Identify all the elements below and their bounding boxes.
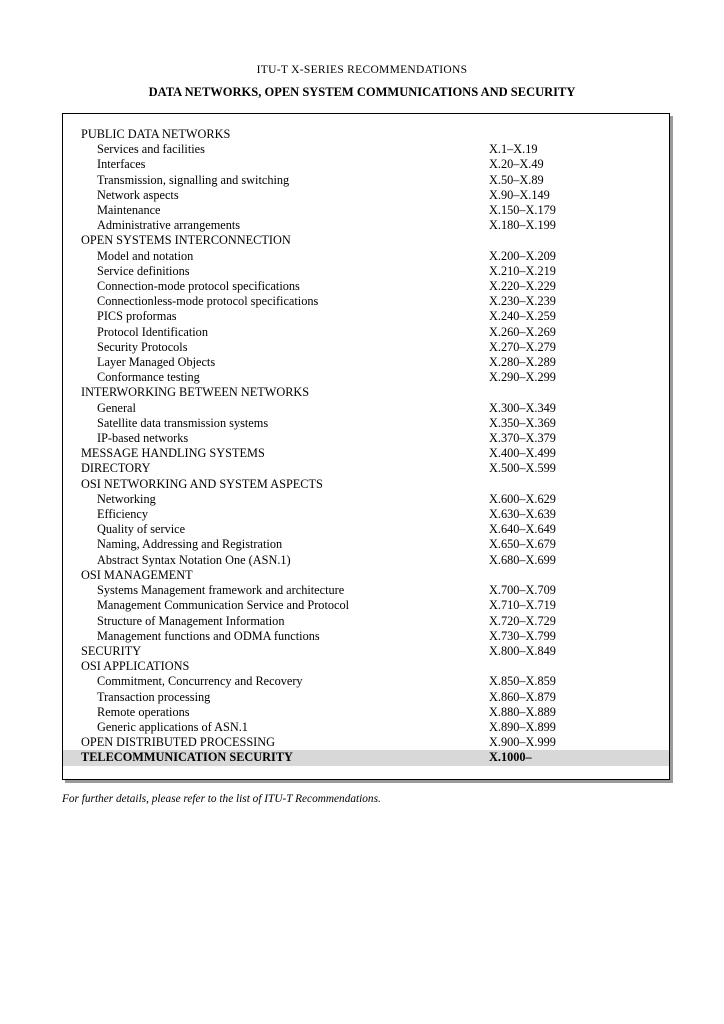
series-label: PICS proformas xyxy=(97,309,177,324)
series-range: X.640–X.649 xyxy=(489,522,556,537)
series-label: Naming, Addressing and Registration xyxy=(97,537,283,552)
series-range xyxy=(489,659,669,674)
table-row xyxy=(63,522,669,537)
series-range xyxy=(489,233,669,248)
series-label: OSI NETWORKING AND SYSTEM ASPECTS xyxy=(81,476,323,491)
table-row xyxy=(63,750,669,765)
series-label: Transmission, signalling and switching xyxy=(97,172,290,187)
series-label: Management functions and ODMA functions xyxy=(97,628,320,643)
series-label: Abstract Syntax Notation One (ASN.1) xyxy=(97,552,291,567)
series-range: X.600–X.629 xyxy=(489,491,556,506)
series-range: X.680–X.699 xyxy=(489,552,556,567)
series-range: X.650–X.679 xyxy=(489,537,556,552)
series-label: PUBLIC DATA NETWORKS xyxy=(81,127,231,141)
series-label: Administrative arrangements xyxy=(97,218,241,233)
series-label: SECURITY xyxy=(81,643,142,658)
table-row xyxy=(63,157,669,172)
table-row xyxy=(63,644,669,659)
series-label: INTERWORKING BETWEEN NETWORKS xyxy=(81,385,310,400)
series-range: X.90–X.149 xyxy=(489,187,550,202)
table-row xyxy=(63,233,669,248)
series-range: X.230–X.239 xyxy=(489,294,556,309)
series-label: OPEN SYSTEMS INTERCONNECTION xyxy=(81,233,291,248)
series-label: Model and notation xyxy=(97,248,194,263)
series-range: X.890–X.899 xyxy=(489,719,556,734)
series-label: Systems Management framework and architecture xyxy=(97,583,345,598)
table-row xyxy=(63,127,669,142)
series-label: Connection-mode protocol specifications xyxy=(97,279,300,294)
table-row xyxy=(63,431,669,446)
series-range: X.180–X.199 xyxy=(489,218,556,233)
series-range: X.240–X.259 xyxy=(489,309,556,324)
header-title-line: DATA NETWORKS, OPEN SYSTEM COMMUNICATIONS AND SECURITY xyxy=(148,85,576,99)
table-row xyxy=(63,142,669,157)
series-range: X.700–X.709 xyxy=(489,583,556,598)
table-row xyxy=(63,340,669,355)
series-range: X.350–X.369 xyxy=(489,415,556,430)
table-row xyxy=(63,203,669,218)
series-range: X.1–X.19 xyxy=(489,142,538,157)
series-range: X.730–X.799 xyxy=(489,628,556,643)
series-label: OSI APPLICATIONS xyxy=(81,659,190,674)
series-range: X.630–X.639 xyxy=(489,507,556,522)
series-range xyxy=(489,385,669,400)
table-row xyxy=(63,279,669,294)
series-range: X.370–X.379 xyxy=(489,431,556,446)
table-row xyxy=(63,370,669,385)
series-label: Commitment, Concurrency and Recovery xyxy=(97,674,303,689)
series-label: General xyxy=(97,400,136,415)
table-row xyxy=(63,401,669,416)
series-range: X.150–X.179 xyxy=(489,203,556,218)
series-label: Interfaces xyxy=(97,157,146,172)
series-range: X.880–X.889 xyxy=(489,704,556,719)
table-row xyxy=(63,583,669,598)
table-row xyxy=(63,477,669,492)
series-label: Remote operations xyxy=(97,704,190,719)
series-range: X.220–X.229 xyxy=(489,279,556,294)
series-label: Connectionless-mode protocol specifications xyxy=(97,294,319,309)
table-row xyxy=(63,674,669,689)
table-row xyxy=(63,385,669,400)
series-range: X.300–X.349 xyxy=(489,400,556,415)
series-label: Conformance testing xyxy=(97,370,200,385)
series-range: X.860–X.879 xyxy=(489,689,556,704)
series-label: Management Communication Service and Protocol xyxy=(97,598,350,613)
series-range: X.710–X.719 xyxy=(489,598,556,613)
table-row xyxy=(63,264,669,279)
table-row xyxy=(63,568,669,583)
series-label: DIRECTORY xyxy=(81,461,151,476)
table-row xyxy=(63,720,669,735)
series-label: IP-based networks xyxy=(97,431,189,446)
series-range: X.720–X.729 xyxy=(489,613,556,628)
series-label: OSI MANAGEMENT xyxy=(81,567,193,582)
series-label: Service definitions xyxy=(97,263,190,278)
table-row xyxy=(63,461,669,476)
series-label: Efficiency xyxy=(97,507,148,522)
series-range: X.290–X.299 xyxy=(489,370,556,385)
header-series-line: ITU-T X-SERIES RECOMMENDATIONS xyxy=(256,64,468,76)
series-range: X.400–X.499 xyxy=(489,446,556,461)
series-label: Satellite data transmission systems xyxy=(97,415,269,430)
series-label: Generic applications of ASN.1 xyxy=(97,719,248,734)
table-row xyxy=(63,492,669,507)
series-range: X.270–X.279 xyxy=(489,339,556,354)
table-row xyxy=(63,614,669,629)
series-range: X.20–X.49 xyxy=(489,157,544,172)
series-range: X.850–X.859 xyxy=(489,674,556,689)
series-range: X.280–X.289 xyxy=(489,355,556,370)
series-label: Structure of Management Information xyxy=(97,613,285,628)
series-label: Maintenance xyxy=(97,203,161,218)
table-row xyxy=(63,507,669,522)
table-row xyxy=(63,598,669,613)
table-row xyxy=(63,690,669,705)
series-range: X.210–X.219 xyxy=(489,263,556,278)
series-label: Security Protocols xyxy=(97,339,188,354)
recommendations-table-frame xyxy=(62,113,670,780)
series-range xyxy=(489,477,669,492)
series-label: Network aspects xyxy=(97,187,179,202)
table-row xyxy=(63,294,669,309)
series-range xyxy=(489,127,669,142)
table-row xyxy=(63,416,669,431)
table-row xyxy=(63,629,669,644)
series-range: X.800–X.849 xyxy=(489,643,556,658)
footnote: For further details, please refer to the list of ITU-T Recommendations. xyxy=(62,792,381,805)
table-row xyxy=(63,537,669,552)
table-row xyxy=(63,705,669,720)
table-row xyxy=(63,355,669,370)
table-row xyxy=(63,249,669,264)
series-label: MESSAGE HANDLING SYSTEMS xyxy=(81,446,265,461)
table-row xyxy=(63,325,669,340)
series-range: X.900–X.999 xyxy=(489,735,556,750)
table-row xyxy=(63,553,669,568)
series-range: X.200–X.209 xyxy=(489,248,556,263)
series-label: Layer Managed Objects xyxy=(97,355,216,370)
series-range: X.1000– xyxy=(489,750,532,765)
series-range: X.500–X.599 xyxy=(489,461,556,476)
series-range: X.50–X.89 xyxy=(489,172,544,187)
series-label: Networking xyxy=(97,491,156,506)
table-row xyxy=(63,446,669,461)
series-label: Services and facilities xyxy=(97,142,205,157)
series-label: Quality of service xyxy=(97,522,186,537)
table-row xyxy=(63,188,669,203)
series-label: Protocol Identification xyxy=(97,324,208,339)
table-row xyxy=(63,735,669,750)
series-range xyxy=(489,568,669,583)
series-label: OPEN DISTRIBUTED PROCESSING xyxy=(81,735,276,750)
table-row xyxy=(63,218,669,233)
table-row xyxy=(63,309,669,324)
document-header xyxy=(0,0,724,100)
recommendations-table xyxy=(63,127,669,766)
table-row xyxy=(63,659,669,674)
series-label: TELECOMMUNICATION SECURITY xyxy=(81,750,293,765)
table-row xyxy=(63,173,669,188)
series-range: X.260–X.269 xyxy=(489,324,556,339)
series-label: Transaction processing xyxy=(97,689,211,704)
